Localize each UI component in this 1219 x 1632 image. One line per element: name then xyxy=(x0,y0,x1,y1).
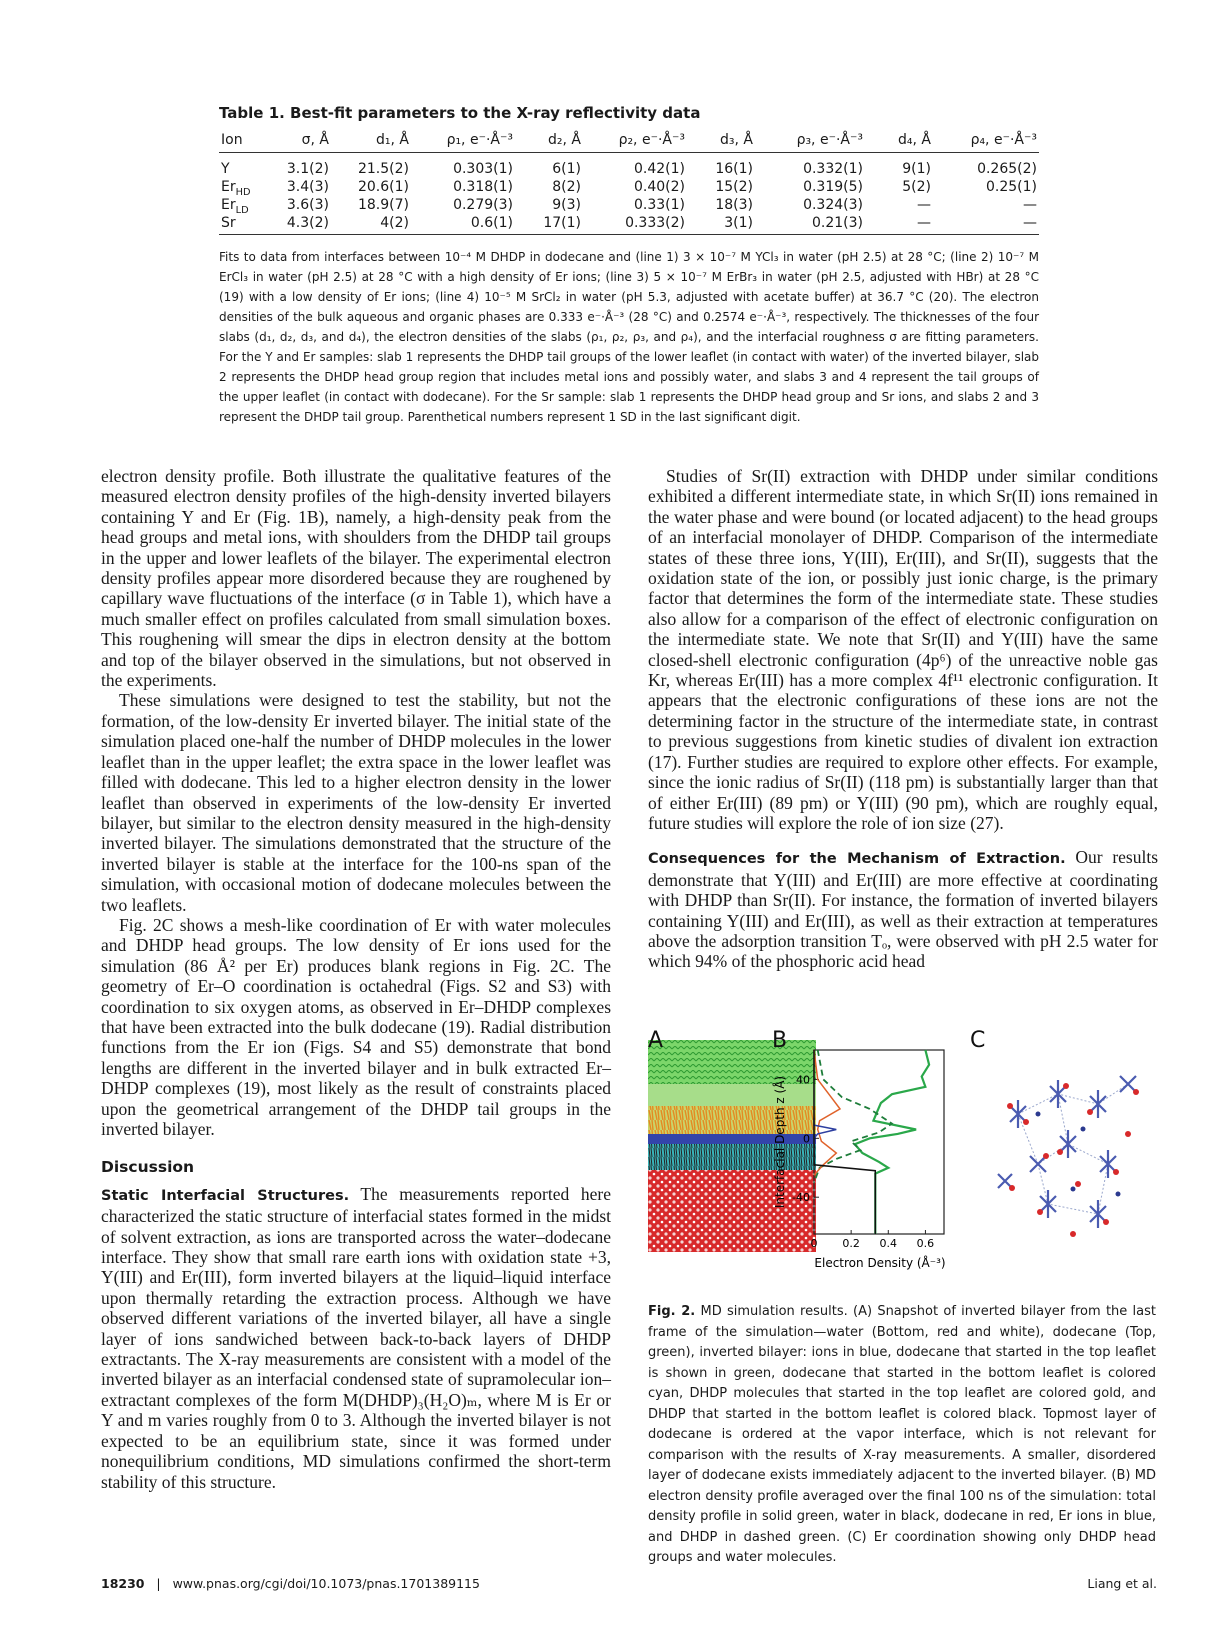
table-cell: 9(3) xyxy=(552,197,581,213)
table-cell: 0.25(1) xyxy=(985,179,1037,195)
page-number: 18230 xyxy=(101,1576,145,1591)
column-header: ρ₁, e⁻·Å⁻³ xyxy=(411,132,515,153)
column-header: Ion xyxy=(219,132,273,153)
plot-frame xyxy=(814,1050,944,1234)
paragraph: Fig. 2C shows a mesh-like coordination of Er with water molecules and DHDP head groups. The low density of Er ions used for the simulation (86 Å² per Er) produces blank regions in Fig. 2C. The geometry of Er–O coordination is octahedral (Figs. S2 and S3) with coordination to six oxygen atoms, as observed in Er–DHDP complexes that have been extracted into the bulk dodecane (19). Radial distribution functions from the Er ion (Figs. S4 and S5) demonstrate that bond lengths are different in the inverted bilayer and in bulk extracted Er–DHDP complexes (19), most likely as the result of constraints placed upon the geometrical arrangement of the DHDP tail groups in the inverted bilayer. xyxy=(101,914,611,1139)
table-cell: 3.6(3) xyxy=(286,197,329,213)
runin-heading: Static Interfacial Structures. xyxy=(101,1187,350,1204)
table-1 xyxy=(219,104,1039,427)
column-header: ρ₂, e⁻·Å⁻³ xyxy=(583,132,687,153)
table-cell: 4.3(2) xyxy=(273,214,331,235)
column-header: ρ₃, e⁻·Å⁻³ xyxy=(755,132,865,153)
column-header: d₂, Å xyxy=(515,132,583,153)
paragraph: These simulations were designed to test the stability, but not the formation, of the low-density Er inverted bilayer. The initial state of the simulation placed one-half the number of DHDP molecules in the lower leaflet than in the upper leaflet; the extra space in the lower leaflet was filled with dodecane. This led to a higher electron density in the lower leaflet than observed in experiments of the low-density Er inverted bilayer, but similar to the electron density measured in the high-density inverted bilayer. The simulations demonstrated that the structure of the inverted bilayer is stable at the interface for the 100-ns span of the simulation, with occasional motion of dodecane molecules between the two leaflets. xyxy=(101,690,611,915)
table-cell: 0.40(2) xyxy=(633,179,685,195)
table-cell: — xyxy=(933,214,1039,235)
right-column xyxy=(648,466,1158,972)
table-cell: 3.1(2) xyxy=(286,161,329,177)
table-cell: 0.324(3) xyxy=(803,197,863,213)
table-cell: 0.319(5) xyxy=(803,179,863,195)
table-cell: 0.332(1) xyxy=(803,161,863,177)
table-cell: — xyxy=(865,214,933,235)
author-credit: Liang et al. xyxy=(1087,1576,1157,1591)
x-tick-label: 0.4 xyxy=(879,1237,898,1250)
panel-c-coordination-image xyxy=(978,1054,1158,1254)
table-cell: 18.9(7) xyxy=(357,197,409,213)
table-cell: 0.21(3) xyxy=(755,214,865,235)
column-header: d₁, Å xyxy=(331,132,411,153)
caption-text: MD simulation results. (A) Snapshot of inverted bilayer from the last frame of the simulation—water (Bottom, red and white), dodecane (Top, green), inverted bilayer: ions in blue, dodecane that started in the top leaflet is shown in green, dodecane that started in the bottom leaflet is colored cyan, DHDP molecules that started in the top leaflet are colored gold, and DHDP that started in the bottom leaflet is colored black. Topmost layer of dodecane is ordered at the vapor interface, which is not relevant for comparison with the results of X-ray measurements. A smaller, disordered layer of dodecane exists immediately adjacent to the inverted bilayer. (B) MD electron density profile averaged over the final 100 ns of the simulation: total density profile in solid green, water in black, dodecane in red, Er ions in blue, and DHDP in dashed green. (C) Er coordination showing only DHDP head groups and water molecules. xyxy=(648,1304,1156,1565)
ion-cell: $Er_{HD}$ xyxy=(221,179,251,198)
ion-cell: Sr xyxy=(219,214,273,235)
table-cell: — xyxy=(1023,197,1037,213)
table-cell: 3(1) xyxy=(687,214,755,235)
table-cell: 0.265(2) xyxy=(977,161,1037,177)
table-cell: 0.279(3) xyxy=(453,197,513,213)
table-cell: 0.303(1) xyxy=(453,161,513,177)
table-header-row xyxy=(219,132,1039,153)
column-header: σ, Å xyxy=(273,132,331,153)
panel-label-c: C xyxy=(970,1028,986,1053)
paragraph xyxy=(648,847,1158,971)
caption-label: Fig. 2. xyxy=(648,1304,696,1319)
parameters-table xyxy=(219,132,1039,235)
ion-cell: Y xyxy=(221,161,230,177)
series-total-density xyxy=(855,1050,929,1234)
table-cell: 3.4(3) xyxy=(286,179,329,195)
table-title: Table 1. Best-fit parameters to the X-ray reflectivity data xyxy=(219,104,701,122)
footer-separator: | xyxy=(156,1576,161,1591)
left-column xyxy=(101,466,611,1492)
table-cell: 5(2) xyxy=(902,179,931,195)
paragraph: electron density profile. Both illustrate the qualitative features of the measured electron density profiles of the high-density inverted bilayers containing Y and Er (Fig. 1B), namely, a high-density peak from the head groups and metal ions, with shoulders from the DHDP tail groups in the upper and lower leaflets of the bilayer. The experimental electron density profiles appear more disordered because they are roughened by capillary wave fluctuations of the interface (σ in Table 1), which have a much smaller effect on profiles calculated from small simulation boxes. This roughening will smear the dips in electron density at the bottom and top of the bilayer observed in the simulations, but not observed in the experiments. xyxy=(101,466,611,691)
doi-link[interactable]: www.pnas.org/cgi/doi/10.1073/pnas.1701389115 xyxy=(172,1576,480,1591)
paragraph-text: Our results demonstrate that Y(III) and Er(III) are more effective at coordinating with DHDP than Sr(II). For instance, the formation of inverted bilayers containing Y(III) and Er(III), as well as their extraction at temperatures above the adsorption transition Tₒ, were observed with pH 2.5 water for which 94% of the phosphoric acid head xyxy=(648,847,1159,972)
table-cell: 0.318(1) xyxy=(453,179,513,195)
table-cell: 20.6(1) xyxy=(357,179,409,195)
column-header: d₃, Å xyxy=(687,132,755,153)
table-cell: 18(3) xyxy=(715,197,753,213)
figure-2 xyxy=(648,1028,1158,1282)
column-header: ρ₄, e⁻·Å⁻³ xyxy=(933,132,1039,153)
y-tick-label: 0 xyxy=(803,1132,810,1146)
y-tick-label: -40 xyxy=(792,1191,810,1205)
x-tick-label: 0.2 xyxy=(842,1237,860,1250)
table-cell: 8(2) xyxy=(552,179,581,195)
table-cell: 0.42(1) xyxy=(633,161,685,177)
table-row xyxy=(219,153,1039,179)
table-cell: 15(2) xyxy=(715,179,753,195)
x-axis-label: Electron Density (Å⁻³) xyxy=(814,1256,946,1270)
table-cell: 9(1) xyxy=(902,161,931,177)
paragraph xyxy=(101,1184,611,1492)
table-cell: 17(1) xyxy=(515,214,583,235)
table-cell: — xyxy=(917,197,931,213)
table-row xyxy=(219,196,1039,214)
page-footer xyxy=(101,1576,1157,1591)
x-tick-label: 0 xyxy=(810,1237,818,1250)
panel-b-density-plot xyxy=(766,1042,966,1270)
table-cell: 0.33(1) xyxy=(633,197,685,213)
table-row xyxy=(219,214,1039,235)
y-axis-label: Interfacial Depth z (Å) xyxy=(773,1075,787,1209)
table-footnote: Fits to data from interfaces between 10⁻⁴ M DHDP in dodecane and (line 1) 3 × 10⁻⁷ M YCl₃ in water (pH 2.5) at 28 °C; (line 2) 10⁻⁷ M ErCl₃ in water (pH 2.5) at 28 °C with a high density of Er ions; (line 3) 5 × 10⁻⁷ M ErBr₃ in water (pH 2.5, adjusted with HBr) at 28 °C (19) with a low density of Er ions; (line 4) 10⁻⁵ M SrCl₂ in water (pH 5.3, adjusted with acetate buffer) at 36.7 °C (20). The electron densities of the bulk aqueous and organic phases are 0.333 e⁻·Å⁻³ (28 °C) and 0.2574 e⁻·Å⁻³, respectively. The thicknesses of the four slabs (d₁, d₂, d₃, and d₄), the electron densities of the slabs (ρ₁, ρ₂, ρ₃, and ρ₄), and the interfacial roughness σ are fitting parameters. For the Y and Er samples: slab 1 represents the DHDP tail groups of the lower leaflet (in contact with water) of the inverted bilayer, slab 2 represents the DHDP head group region that includes metal ions and possibly water, and slabs 3 and 4 represent the tail groups of the upper leaflet (in contact with dodecane). For the Sr sample: slab 1 represents the DHDP head group and Sr ions, and slabs 2 and 3 represent the DHDP tail group. Parenthetical numbers represent 1 SD in the last significant digit. xyxy=(219,250,1039,424)
paragraph: Studies of Sr(II) extraction with DHDP under similar conditions exhibited a different intermediate state, in which Sr(II) ions remained in the water phase and were bound (or located adjacent) to the head groups of an interfacial monolayer of DHDP. Comparison of the intermediate states of these three ions, Y(III), Er(III), and Sr(II), suggests that the oxidation state of the ion, or possibly just ionic charge, is the primary factor that determines the form of the intermediate state. These studies also allow for a comparison of the effect of electronic configuration on the intermediate state. We note that Sr(II) and Y(III) have the same closed-shell electronic configuration (4p⁶) of the unreactive noble gas Kr, whereas Er(III) has a more complex 4f¹¹ electronic configuration. It appears that the electronic configurations of these ions are not the determining factor in the structure of the intermediate state, in contrast to previous suggestions from kinetic studies of divalent ion extraction (17). Further studies are required to explore other effects. For example, since the ionic radius of Sr(II) (118 pm) is substantially larger than that of either Er(III) (89 pm) or Y(III) (90 pm), which are roughly equal, future studies will explore the role of ion size (27). xyxy=(648,466,1158,833)
y-tick-label: 40 xyxy=(796,1073,810,1087)
series-dodecane xyxy=(814,1050,840,1175)
table-cell: 21.5(2) xyxy=(357,161,409,177)
table-cell: 0.333(2) xyxy=(583,214,687,235)
section-heading-discussion: Discussion xyxy=(101,1158,195,1177)
runin-heading: Consequences for the Mechanism of Extraction. xyxy=(648,851,1066,868)
table-cell: 6(1) xyxy=(552,161,581,177)
column-header: d₄, Å xyxy=(865,132,933,153)
table-cell: 0.6(1) xyxy=(411,214,515,235)
table-cell: 16(1) xyxy=(715,161,753,177)
figure-caption xyxy=(648,1302,1156,1569)
x-tick-label: 0.6 xyxy=(916,1237,935,1250)
panel-label-b: B xyxy=(772,1028,788,1053)
panel-label-a: A xyxy=(648,1028,664,1053)
table-cell: 4(2) xyxy=(331,214,411,235)
table-row xyxy=(219,178,1039,196)
paragraph-text: The measurements reported here characterized the static structure of interfacial states formed in the midst of solvent extraction, as ions are transported across the water–dodecane interface. They show that small rare earth ions with oxidation state +3, Y(III) and Er(III), form inverted bilayers at the liquid–liquid interface upon thermally retarding the extraction process. Although we have observed different variations of the inverted bilayer, all have a single layer of ions sandwiched between back-to-back layers of DHDP extractants. The X-ray measurements are consistent with a model of the inverted bilayer as an interfacial condensed state of supramolecular ion–extractant complexes of the form M(DHDP)₃(H₂O)ₘ, where M is Er or Y and m varies roughly from 0 to 3. Although the inverted bilayer is not expected to be an equilibrium state, since it was formed under nonequilibrium conditions, MD simulations confirmed the short-term stability of this structure. xyxy=(101,1183,611,1492)
ion-cell: $Er_{LD}$ xyxy=(221,197,249,216)
